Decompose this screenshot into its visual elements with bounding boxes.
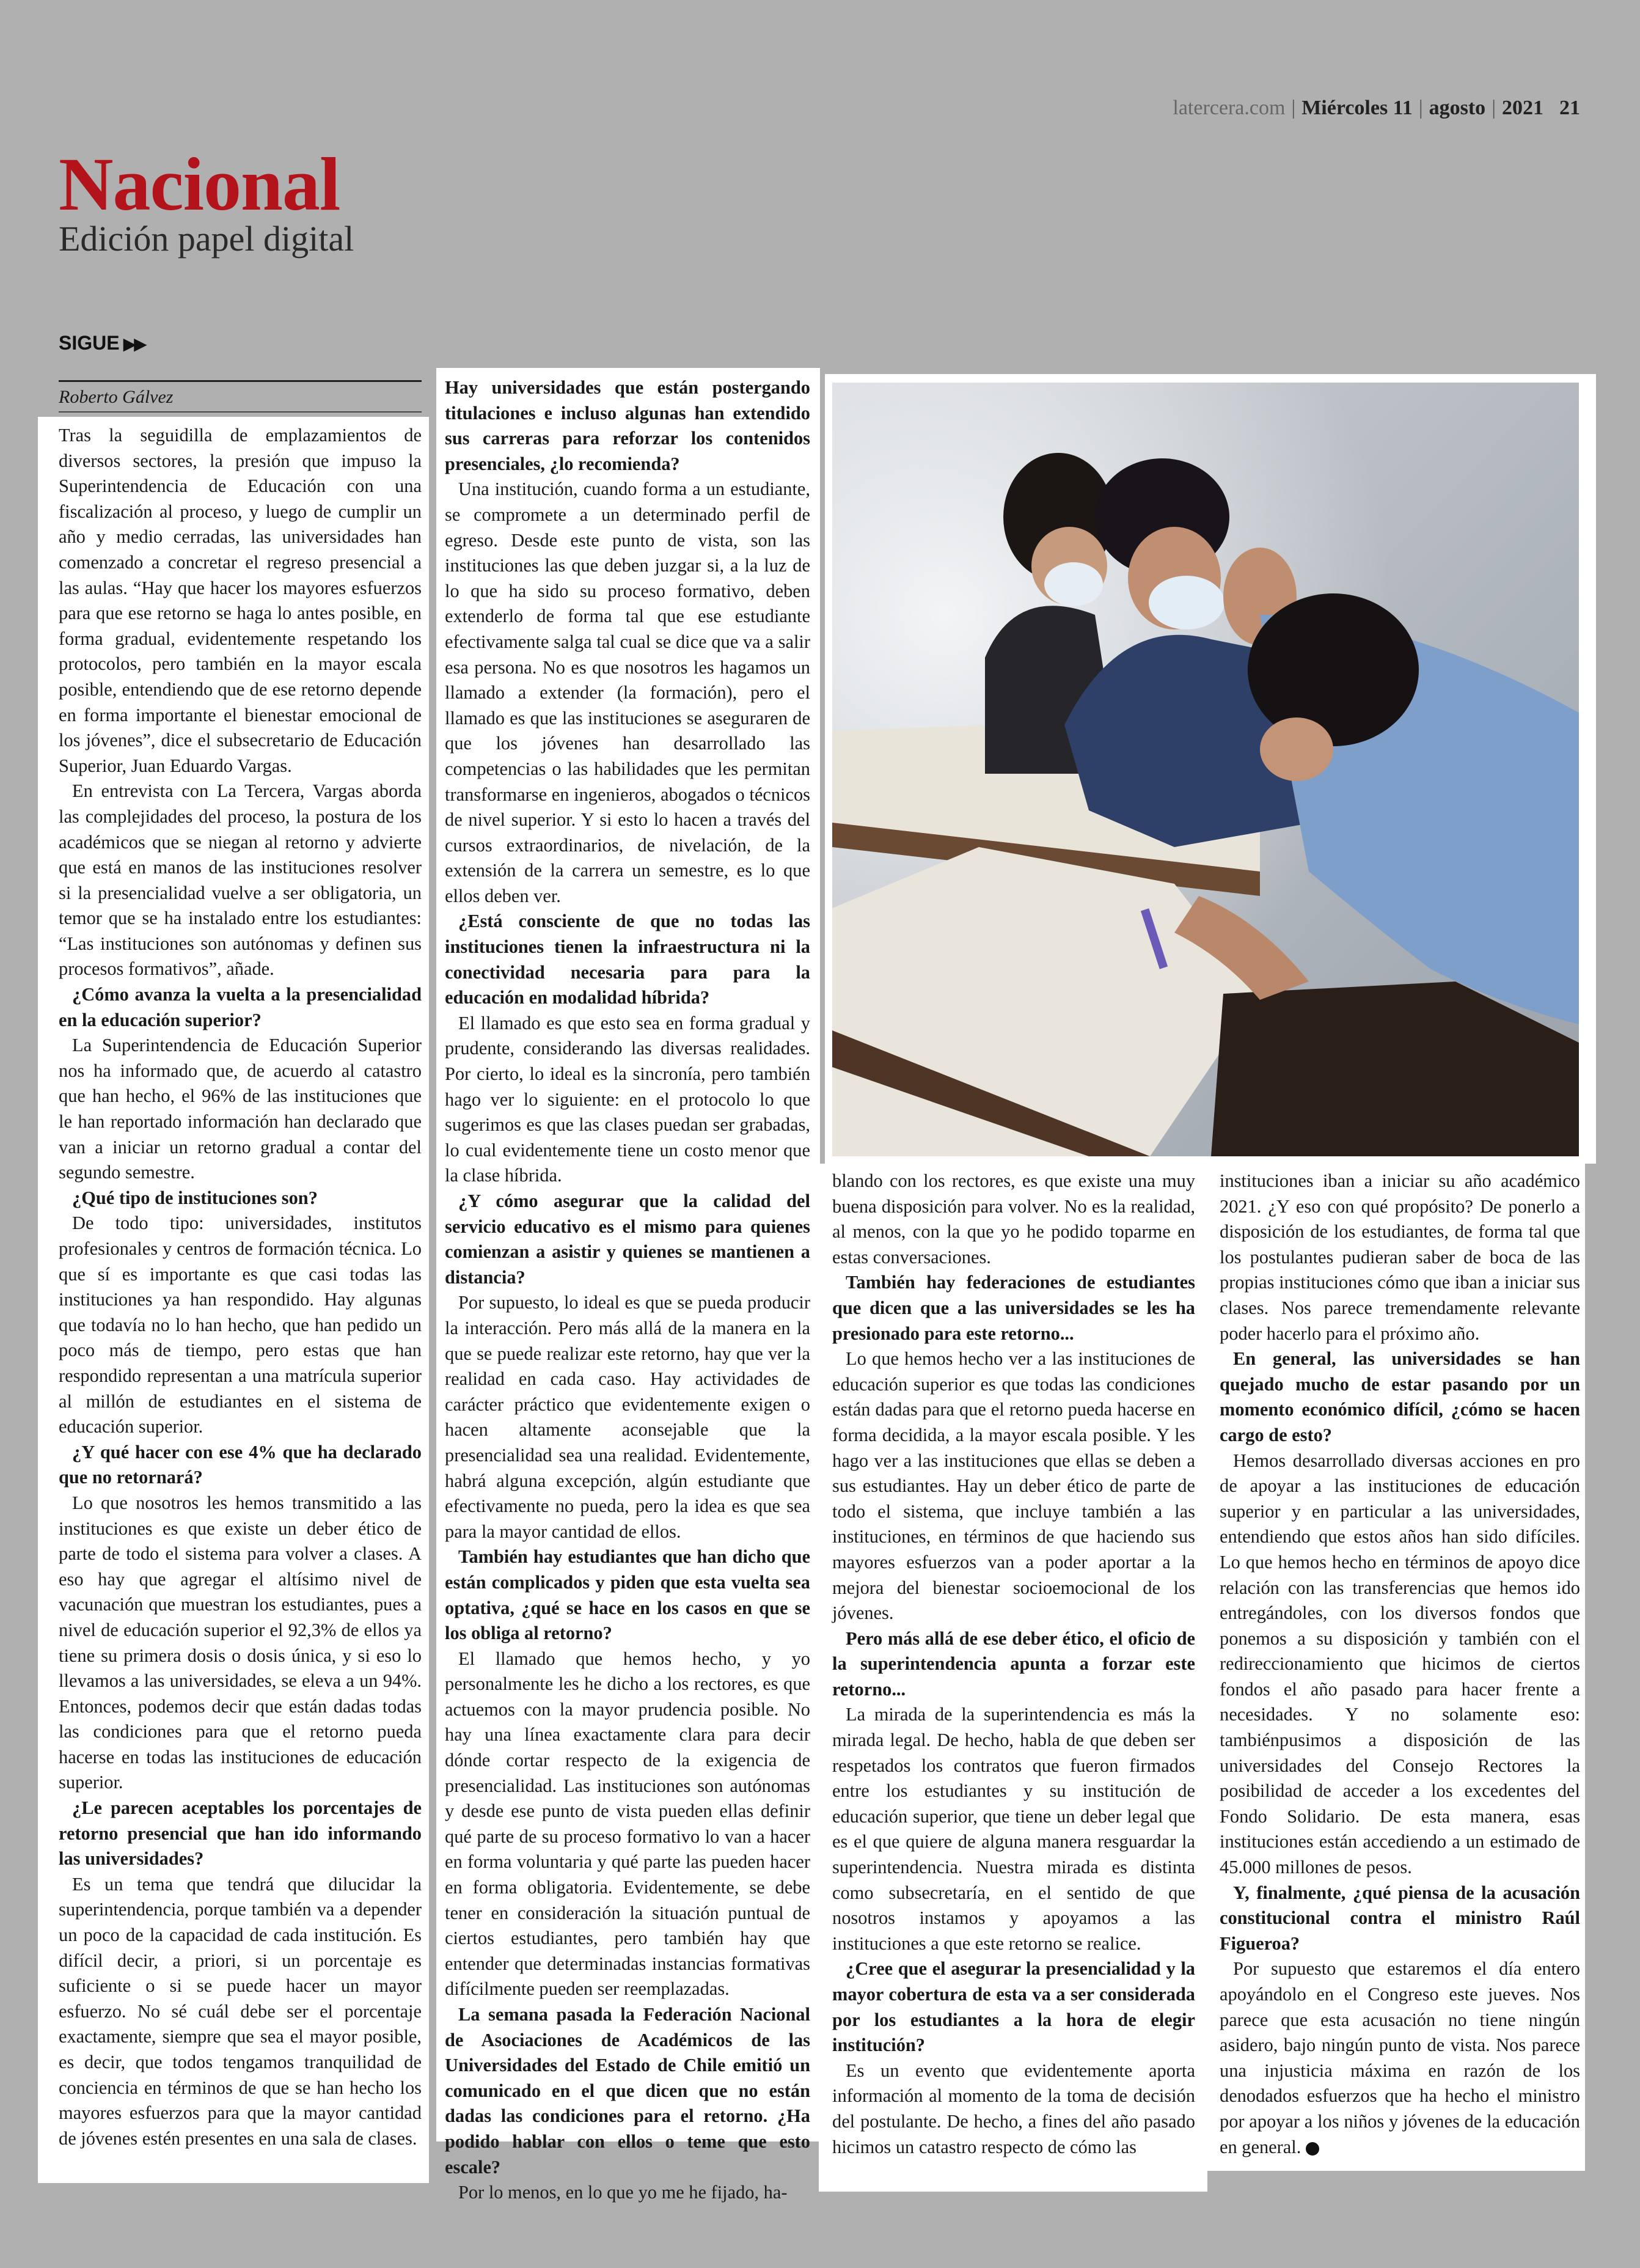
article-photo xyxy=(832,383,1579,1156)
article-paragraph: En entrevista con La Tercera, Vargas aborda las complejidades del proceso, la postura de los académicos que se niegan al retorno y advierte que está en manos de las instituciones resolver si la presencialidad vuelve a ser obligatoria, un temor que se ha instalado entre los estudiantes: “Las instituciones son autónomas y definen sus procesos formativos”, añade. xyxy=(59,780,422,980)
article-column-1 xyxy=(59,423,422,2151)
article-paragraph: blando con los rectores, es que existe una muy buena disposición para volver. No es la realidad, al menos, con la que yo he podido toparme en estas conversaciones. xyxy=(832,1170,1195,1268)
article-paragraph: Una institución, cuando forma a un estudiante, se compromete a un determinado perfil de egreso. Desde este punto de vista, son las instituciones las que deben juzgar si, a la luz de lo que ha sido su proceso formativo, deben extenderlo de forma tal que ese estudiante efectivamente salga tal cual se dice que va a salir esa persona. No es que nosotros les hagamos un llamado a extender (la formación), pero el llamado es que las instituciones se aseguraren de que los jóvenes han desarrollado las competencias o las habilidades que les permitan transformarse en ingenieros, abogados o técnicos de nivel superior. Y si esto lo hacen a través del cursos extraordinarios, de nivelación, de la extensión de la carrera un semestre, es lo que ellos deben ver. xyxy=(445,479,810,906)
article-paragraph: La mirada de la superintendencia es más la mirada legal. De hecho, habla de que deben ser respetados los contratos que fueron firmados entre los estudiantes y su institución de educación superior, que tiene un deber legal que es el que quiere de alguna manera resguardar la superintendencia. Nuestra mirada es distinta como subsecretaría, en el sentido de que nosotros instamos y apoyamos a las instituciones a que este retorno se realice. xyxy=(832,1704,1195,1954)
sigue-text: SIGUE xyxy=(59,332,120,354)
article-column-2 xyxy=(445,375,810,2206)
article-paragraph: instituciones iban a iniciar su año académico 2021. ¿Y eso con qué propósito? De ponerlo a disposición de los estudiantes, de forma tal que los postulantes pudieran saber de boca de las propias instituciones cómo que iban a iniciar sus clases. Nos parece tremendamente relevante poder hacerlo para el próximo año. xyxy=(1220,1170,1580,1344)
article-paragraph: Es un tema que tendrá que dilucidar la superintendencia, porque también va a depender un poco de la capacidad de cada institución. Es difícil decir, a priori, si un porcentaje es suficiente o si se puede hacer un mayor esfuerzo. No sé cuál debe ser el porcentaje exactamente, siempre que sea el mayor posible, es decir, que todos tengamos tranquilidad de conciencia en términos de que se han hecho los mayores esfuerzos para que la mayor cantidad de jóvenes estén presentes en una sala de clases. xyxy=(59,1873,422,2149)
page-header: latercera.com | Miércoles 11 | agosto | 2021 21 xyxy=(1173,97,1580,119)
interview-question: ¿Le parecen aceptables los porcentajes de retorno presencial que han ido informando las universidades? xyxy=(59,1797,422,1870)
interview-question: ¿Y cómo asegurar que la calidad del servicio educativo es el mismo para quienes comienzan a asistir y quienes se mantienen a distancia? xyxy=(445,1191,810,1288)
article-paragraph: El llamado es que esto sea en forma gradual y prudente, considerando las diversas realidades. Por cierto, lo ideal es la sincronía, pero también hago ver lo siguiente: en el protocolo lo que sugerimos es que las clases puedan ser grabadas, lo cual evidentemente tiene un costo menor que la clase híbrida. xyxy=(445,1012,810,1186)
article-paragraph: La Superintendencia de Educación Superior nos ha informado que, de acuerdo al catastro que han hecho, el 96% de las instituciones que le han reportado información han declarado que van a iniciar un retorno gradual a contar del segundo semestre. xyxy=(59,1035,422,1183)
interview-question: Hay universidades que están postergando titulaciones e incluso algunas han extendido sus carreras para reforzar los contenidos presenciales, ¿lo recomienda? xyxy=(445,377,810,474)
sigue-label xyxy=(59,332,145,354)
end-of-article-icon xyxy=(1306,2142,1319,2156)
page-number: 21 xyxy=(1559,97,1580,119)
interview-question: También hay federaciones de estudiantes que dicen que a las universidades se les ha presionado para este retorno... xyxy=(832,1272,1195,1344)
interview-question: También hay estudiantes que han dicho que están complicados y piden que esta vuelta sea optativa, ¿qué se hace en los casos en que se los obliga al retorno? xyxy=(445,1546,810,1644)
article-paragraph: De todo tipo: universidades, institutos profesionales y centros de formación técnica. Lo que sí es importante es que casi todas las instituciones ya han respondido. Hay algunas que todavía no lo han hecho, que han pedido un poco más de tiempo, pero estas que han respondido representan a una matrícula superior al millón de estudiantes en el sistema de educación superior. xyxy=(59,1213,422,1437)
article-paragraph: Por supuesto que estaremos el día entero apoyándolo en el Congreso este jueves. Nos parece que esta acusación no tiene ningún asidero, bajo ningún punto de vista. Nos parece una injusticia máxima en razón de los denodados esfuerzos que ha hecho el ministro por apoyar a los niños y jóvenes de la educación en general. xyxy=(1220,1958,1580,2157)
interview-question: ¿Y qué hacer con ese 4% que ha declarado que no retornará? xyxy=(59,1441,422,1488)
interview-question: En general, las universidades se han quejado mucho de estar pasando por un momento económico difícil, ¿cómo se hacen cargo de esto? xyxy=(1220,1348,1580,1445)
interview-question: ¿Cree que el asegurar la presencialidad y la mayor cobertura de esta va a ser considerada por los estudiantes a la hora de elegir institución? xyxy=(832,1958,1195,2056)
section-subtitle: Edición papel digital xyxy=(59,219,354,259)
interview-question: ¿Qué tipo de instituciones son? xyxy=(72,1187,318,1208)
article-paragraph: Tras la seguidilla de emplazamientos de diversos sectores, la presión que impuso la Superintendencia de Educación con una fiscalización al proceso, y luego de cumplir un año y medio cerradas, las universidades han comenzado a concretar el regreso presencial a las aulas. “Hay que hacer los mayores esfuerzos para que ese retorno se haga lo antes posible, en forma gradual, evidentemente respetando los protocolos, pero también en la mayor escala posible, entendiendo que de ese retorno depende en forma importante el bienestar emocional de los jóvenes”, dice el subsecretario de Educación Superior, Juan Eduardo Vargas. xyxy=(59,425,422,776)
students-exam-illustration xyxy=(832,383,1579,1156)
article-paragraph: Por lo menos, en lo que yo me he fijado, ha- xyxy=(458,2182,788,2203)
interview-question: Pero más allá de ese deber ético, el oficio de la superintendencia apunta a forzar este retorno... xyxy=(832,1628,1195,1700)
interview-question: ¿Está consciente de que no todas las instituciones tienen la infraestructura ni la conectividad necesaria para para la educación en modalidad híbrida? xyxy=(445,911,810,1008)
article-paragraph: Es un evento que evidentemente aporta información al momento de la toma de decisión del postulante. De hecho, a fines del año pasado hicimos un catastro respecto de cómo las xyxy=(832,2060,1195,2157)
article-paragraph: Lo que nosotros les hemos transmitido a las instituciones es que existe un deber ético de parte de todo el sistema para volver a clases. A eso hay que agregar el altísimo nivel de vacunación que muestran los estudiantes, pues a nivel de educación superior el 92,3% de ellos ya tiene su primera dosis o dosis única, y si eso lo llevamos a las universidades, se eleva a un 94%. Entonces, podemos decir que están dadas todas las condiciones para que el retorno pueda hacerse en todas las instituciones de educación superior. xyxy=(59,1492,422,1793)
article-paragraph: Por supuesto, lo ideal es que se pueda producir la interacción. Pero más allá de la manera en la que se puede realizar este retorno, hay que ver la realidad en cada caso. Hay actividades de carácter práctico que evidentemente exigen o hacen altamente aconsejable que la presencialidad sea una realidad. Evidentemente, habrá alguna excepción, algún estudiante que efectivamente no pueda, pero la idea es que sea para la mayor cantidad de ellos. xyxy=(445,1292,810,1542)
site-name: latercera.com xyxy=(1173,97,1286,119)
article-paragraph: El llamado que hemos hecho, y yo personalmente les he dicho a los rectores, es que actuemos con la mayor prudencia posible. No hay una línea exactamente clara para decir dónde cortar respecto de la exigencia de presencialidad. Las instituciones son autónomas y desde ese punto de vista pueden ellas definir qué parte de su proceso formativo lo van a hacer en forma voluntaria y qué parte las pueden hacer en forma obligatoria. Evidentemente, se debe tener en consideración la situación puntual de ciertos estudiantes, pero también hay que entender que determinadas instancias formativas difícilmente pueden ser reemplazadas. xyxy=(445,1648,810,2000)
header-month: agosto xyxy=(1429,97,1486,119)
interview-question: ¿Cómo avanza la vuelta a la presencialidad en la educación superior? xyxy=(59,984,422,1030)
article-column-3 xyxy=(832,1169,1195,2160)
interview-question: La semana pasada la Federación Nacional de Asociaciones de Académicos de las Universidades del Estado de Chile emitió un comunicado en el que dicen que no están dadas las condiciones para el retorno. ¿Ha podido hablar con ellos o teme que esto escale? xyxy=(445,2004,810,2178)
section-title: Nacional xyxy=(59,142,340,226)
article-column-4 xyxy=(1220,1169,1580,2160)
byline: Roberto Gálvez xyxy=(59,380,422,413)
article-paragraph: Hemos desarrollado diversas acciones en pro de apoyar a las instituciones de educación superior y en particular a las universidades, entendiendo que estos años han sido difíciles. Lo que hemos hecho en términos de apoyo dice relación con las transferencias que hemos ido entregándoles, con los diversos fondos que ponemos a su disposición y también con el redireccionamiento que hicimos de ciertos fondos el año pasado para hacer frente a necesidades. Y no solamente eso: tambiénpusimos a disposición de las universidades del Consejo Rectores la posibilidad de acceder a los excedentes del Fondo Solidario. De esta manera, esas instituciones están accediendo a un estimado de 45.000 millones de pesos. xyxy=(1220,1450,1580,1878)
sigue-arrows-icon: ▶▶ xyxy=(123,334,145,353)
header-year: 2021 xyxy=(1502,97,1543,119)
header-day: Miércoles 11 xyxy=(1301,97,1413,119)
article-paragraph: Lo que hemos hecho ver a las instituciones de educación superior es que todas las condiciones están dadas para que el retorno pueda hacerse en forma decidida, a la mayor escala posible. Y les hago ver a las instituciones que ellas se deben a sus estudiantes. Hay un deber ético de parte de todo el sistema, que incluye también a las instituciones, en términos de que haciendo sus mayores esfuerzos van a poder aportar a la mejora del bienestar socioemocional de los jóvenes. xyxy=(832,1348,1195,1624)
interview-question: Y, finalmente, ¿qué piensa de la acusación constitucional contra el ministro Raúl Figueroa? xyxy=(1220,1882,1580,1954)
